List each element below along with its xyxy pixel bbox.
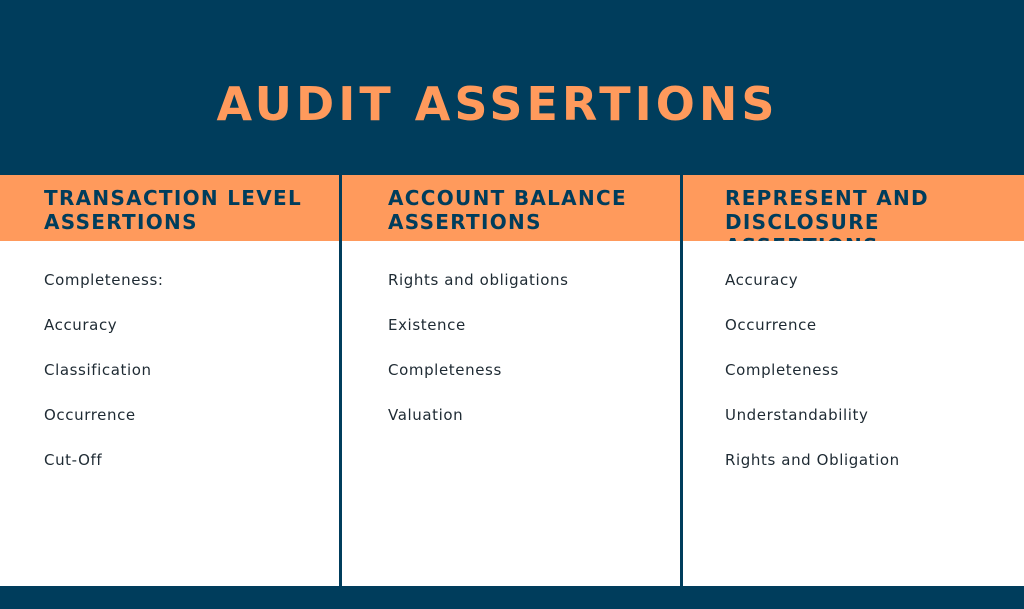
column-represent-disclosure <box>683 175 1024 586</box>
assertions-table <box>0 175 1024 586</box>
column-header-label: TRANSACTION LEVEL ASSERTIONS <box>44 186 302 234</box>
list-item: Rights and obligations <box>388 271 569 289</box>
list-item: Completeness <box>388 361 502 379</box>
column-header <box>342 175 680 241</box>
column-header <box>0 175 339 241</box>
list-item: Completeness: <box>44 271 164 289</box>
page-title: AUDIT ASSERTIONS <box>216 77 779 131</box>
list-item: Valuation <box>388 406 464 424</box>
list-item: Accuracy <box>44 316 118 334</box>
list-item: Existence <box>388 316 466 334</box>
assertion-list <box>725 241 1024 494</box>
column-transaction-level <box>0 175 339 586</box>
list-item: Rights and Obligation <box>725 451 900 469</box>
list-item: Cut-Off <box>44 451 103 469</box>
list-item: Occurrence <box>725 316 817 334</box>
column-body <box>342 241 680 586</box>
column-header-label: ACCOUNT BALANCE ASSERTIONS <box>388 186 627 234</box>
assertion-list <box>388 241 680 449</box>
list-item: Understandability <box>725 406 869 424</box>
column-account-balance <box>342 175 680 586</box>
assertion-list <box>44 241 339 494</box>
list-item: Occurrence <box>44 406 136 424</box>
column-header-label: REPRESENT AND DISCLOSURE <box>725 186 929 234</box>
list-item: Classification <box>44 361 152 379</box>
column-body <box>683 241 1024 586</box>
column-body <box>0 241 339 586</box>
list-item: Completeness <box>725 361 839 379</box>
list-item: Accuracy <box>725 271 799 289</box>
column-header <box>683 175 1024 241</box>
